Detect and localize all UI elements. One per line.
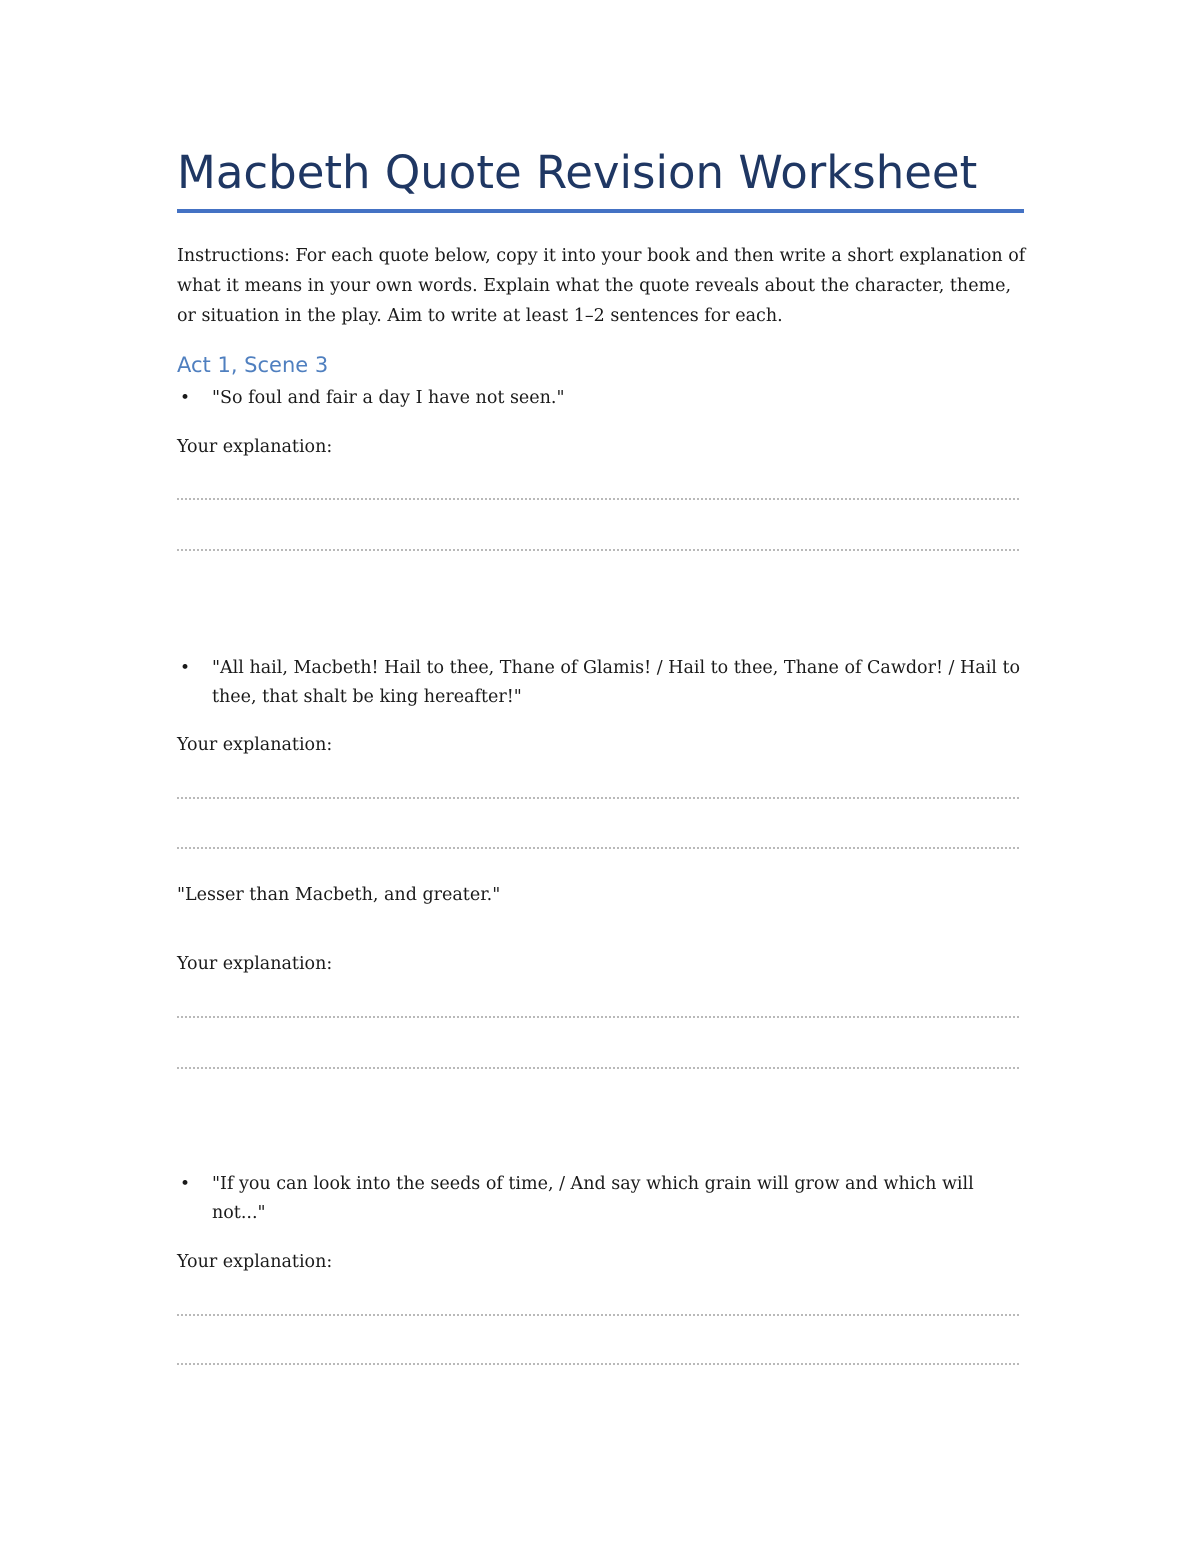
bullet-marker: • xyxy=(179,658,191,678)
answer-line[interactable] xyxy=(177,797,1019,799)
quote-3: "Lesser than Macbeth, and greater." xyxy=(177,885,501,905)
quote-2: "All hail, Macbeth! Hail to thee, Thane of Glamis! / Hail to thee, Thane of Cawdor! / Hail to thee, that shalt be king hereafter!" xyxy=(212,658,1021,707)
section-heading: Act 1, Scene 3 xyxy=(177,353,329,377)
page-title: Macbeth Quote Revision Worksheet xyxy=(177,146,978,199)
answer-line[interactable] xyxy=(177,549,1019,551)
explanation-label-1: Your explanation: xyxy=(177,437,333,457)
quote-4: "If you can look into the seeds of time, / And say which grain will grow and which will not..." xyxy=(212,1174,974,1223)
explanation-label-2: Your explanation: xyxy=(177,735,333,755)
title-underline xyxy=(177,209,1024,213)
bullet-marker: • xyxy=(179,388,191,408)
answer-line[interactable] xyxy=(177,1314,1019,1316)
answer-line[interactable] xyxy=(177,847,1019,849)
quote-1: "So foul and fair a day I have not seen." xyxy=(212,388,565,408)
answer-line[interactable] xyxy=(177,1363,1019,1365)
answer-line[interactable] xyxy=(177,1067,1019,1069)
answer-line[interactable] xyxy=(177,1016,1019,1018)
bullet-marker: • xyxy=(179,1174,191,1194)
instructions-text: Instructions: For each quote below, copy it into your book and then write a short explanation of what it means in your own words. Explain what the quote reveals about the character, theme, or situation in the play. Aim to write at least 1–2 sentences for each. xyxy=(177,246,1026,326)
answer-line[interactable] xyxy=(177,498,1019,500)
explanation-label-4: Your explanation: xyxy=(177,1252,333,1272)
explanation-label-3: Your explanation: xyxy=(177,954,333,974)
